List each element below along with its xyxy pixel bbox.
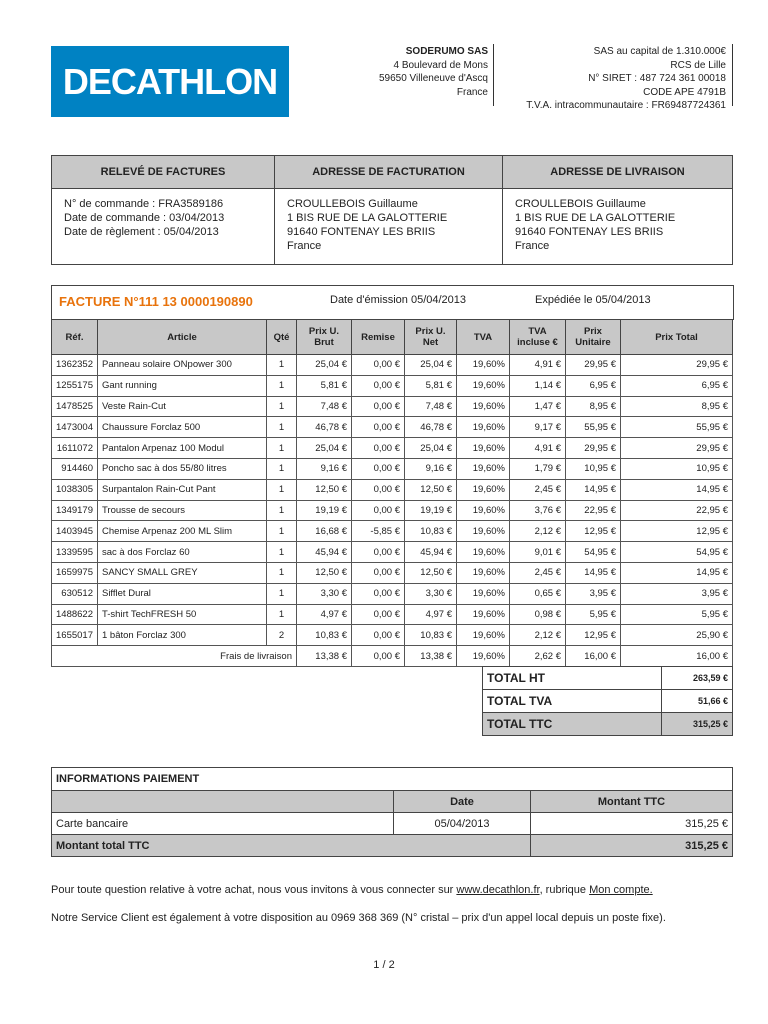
table-cell: 8,95 € xyxy=(565,396,620,417)
table-cell: 19,19 € xyxy=(296,500,351,521)
table-cell: 1403945 xyxy=(52,521,98,542)
order-date: Date de commande : 03/04/2013 xyxy=(64,212,225,224)
table-cell: 1 xyxy=(266,355,296,376)
table-cell: 1 xyxy=(266,500,296,521)
shipping-street: 1 BIS RUE DE LA GALOTTERIE xyxy=(515,212,676,224)
legal-tva: T.V.A. intracommunautaire : FR69487724361 xyxy=(526,100,726,111)
table-cell: 3,30 € xyxy=(296,583,351,604)
table-cell: Pantalon Arpenaz 100 Modul xyxy=(97,438,266,459)
table-cell: 2,12 € xyxy=(509,521,565,542)
table-cell: 9,16 € xyxy=(404,458,456,479)
table-cell: 14,95 € xyxy=(620,479,732,500)
contact-note-2: Notre Service Client est également à votre disposition au 0969 368 369 (N° cristal – prix d'un appel local depuis un poste fixe). xyxy=(51,912,666,924)
table-row xyxy=(52,625,733,646)
header-divider xyxy=(493,44,494,106)
table-cell: 2,45 € xyxy=(509,479,565,500)
table-cell: 1,14 € xyxy=(509,375,565,396)
table-cell: 1 xyxy=(266,438,296,459)
website-link[interactable]: www.decathlon.fr xyxy=(456,884,540,896)
table-cell: 19,60% xyxy=(456,646,509,667)
table-cell: 1478525 xyxy=(52,396,98,417)
table-cell: 0,00 € xyxy=(351,625,404,646)
table-cell: 45,94 € xyxy=(296,542,351,563)
table-cell: 2 xyxy=(266,625,296,646)
table-cell: 1038305 xyxy=(52,479,98,500)
table-row xyxy=(52,417,733,438)
table-cell: 22,95 € xyxy=(620,500,732,521)
table-cell: 9,17 € xyxy=(509,417,565,438)
col-discount: Remise xyxy=(351,320,404,355)
table-cell: 1 xyxy=(266,375,296,396)
table-row xyxy=(52,604,733,625)
table-cell: 5,81 € xyxy=(296,375,351,396)
table-cell: 0,00 € xyxy=(351,583,404,604)
table-cell: 12,50 € xyxy=(296,562,351,583)
col-header-statement: RELEVÉ DE FACTURES xyxy=(52,156,275,189)
table-cell: 0,00 € xyxy=(351,604,404,625)
table-cell: Sifflet Dural xyxy=(97,583,266,604)
table-cell: 6,95 € xyxy=(620,375,732,396)
col-net-price: Prix U. Net xyxy=(404,320,456,355)
totals-table xyxy=(482,666,733,736)
table-cell: 0,00 € xyxy=(351,438,404,459)
table-cell: 12,50 € xyxy=(296,479,351,500)
table-cell: 1,79 € xyxy=(509,458,565,479)
payment-date: Date de règlement : 05/04/2013 xyxy=(64,226,219,238)
total-tva-row xyxy=(483,690,733,713)
billing-name: CROULLEBOIS Guillaume xyxy=(287,198,418,210)
table-cell: 25,04 € xyxy=(296,355,351,376)
table-cell: 10,83 € xyxy=(404,625,456,646)
table-cell: 1 xyxy=(266,521,296,542)
table-cell: 16,00 € xyxy=(565,646,620,667)
billing-street: 1 BIS RUE DE LA GALOTTERIE xyxy=(287,212,448,224)
payment-title: INFORMATIONS PAIEMENT xyxy=(52,768,733,791)
table-cell: 12,95 € xyxy=(565,521,620,542)
table-cell: 2,62 € xyxy=(509,646,565,667)
table-row xyxy=(52,583,733,604)
table-cell: Chemise Arpenaz 200 ML Slim xyxy=(97,521,266,542)
note1-text-b: , rubrique xyxy=(539,884,590,896)
col-unit-price: Prix Unitaire xyxy=(565,320,620,355)
table-cell: 19,60% xyxy=(456,438,509,459)
payment-total-label: Montant total TTC xyxy=(52,835,531,857)
table-row xyxy=(52,479,733,500)
table-cell: 13,38 € xyxy=(296,646,351,667)
table-cell: 0,00 € xyxy=(351,542,404,563)
table-cell: 0,00 € xyxy=(351,396,404,417)
table-cell: 54,95 € xyxy=(620,542,732,563)
table-cell: 1611072 xyxy=(52,438,98,459)
company-legal xyxy=(500,45,726,113)
table-cell: 1659975 xyxy=(52,562,98,583)
table-cell: 4,97 € xyxy=(296,604,351,625)
table-row xyxy=(52,521,733,542)
table-cell: 1 bâton Forclaz 300 xyxy=(97,625,266,646)
table-cell: 19,60% xyxy=(456,500,509,521)
table-cell: Veste Rain-Cut xyxy=(97,396,266,417)
table-cell: 19,60% xyxy=(456,417,509,438)
table-cell: 45,94 € xyxy=(404,542,456,563)
table-cell: 914460 xyxy=(52,458,98,479)
shipping-city: 91640 FONTENAY LES BRIIS xyxy=(515,226,664,238)
table-cell: 12,50 € xyxy=(404,562,456,583)
table-cell: 25,04 € xyxy=(404,438,456,459)
table-cell: 1 xyxy=(266,604,296,625)
header-divider-right xyxy=(732,44,733,106)
table-cell: 3,76 € xyxy=(509,500,565,521)
table-cell: SANCY SMALL GREY xyxy=(97,562,266,583)
legal-capital: SAS au capital de 1.310.000€ xyxy=(593,46,726,57)
table-cell: 0,00 € xyxy=(351,562,404,583)
shipping-country: France xyxy=(515,240,550,252)
table-cell: Panneau solaire ONpower 300 xyxy=(97,355,266,376)
company-city: 59650 Villeneuve d'Ascq xyxy=(378,73,488,84)
table-row xyxy=(52,542,733,563)
total-ttc-label: TOTAL TTC xyxy=(483,713,662,736)
invoice-issue-date: Date d'émission 05/04/2013 xyxy=(330,294,467,306)
table-cell: 19,60% xyxy=(456,521,509,542)
payment-total-value: 315,25 € xyxy=(531,835,733,857)
company-country: France xyxy=(456,86,488,98)
table-cell: 12,50 € xyxy=(404,479,456,500)
table-cell: Trousse de secours xyxy=(97,500,266,521)
billing-address xyxy=(275,189,503,265)
table-cell: 2,12 € xyxy=(509,625,565,646)
payment-table xyxy=(51,767,733,857)
table-cell: 6,95 € xyxy=(565,375,620,396)
col-gross-price: Prix U. Brut xyxy=(296,320,351,355)
billing-city: 91640 FONTENAY LES BRIIS xyxy=(287,226,436,238)
table-cell: 54,95 € xyxy=(565,542,620,563)
legal-siret: N° SIRET : 487 724 361 00018 xyxy=(588,73,726,84)
table-cell: 1 xyxy=(266,417,296,438)
table-cell: 0,00 € xyxy=(351,355,404,376)
table-row xyxy=(52,375,733,396)
table-cell: 0,65 € xyxy=(509,583,565,604)
table-cell: 13,38 € xyxy=(404,646,456,667)
table-row xyxy=(52,458,733,479)
payment-col-blank xyxy=(52,791,394,813)
table-cell: 19,60% xyxy=(456,583,509,604)
company-street: 4 Boulevard de Mons xyxy=(393,59,488,71)
table-cell: Chaussure Forclaz 500 xyxy=(97,417,266,438)
account-link[interactable]: Mon compte. xyxy=(589,884,653,896)
col-header-billing: ADRESSE DE FACTURATION xyxy=(275,156,503,189)
table-cell: 19,60% xyxy=(456,355,509,376)
table-cell: 0,00 € xyxy=(351,646,404,667)
table-cell: 22,95 € xyxy=(565,500,620,521)
table-cell: 1 xyxy=(266,542,296,563)
table-cell: 1339595 xyxy=(52,542,98,563)
table-cell: 55,95 € xyxy=(620,417,732,438)
legal-ape: CODE APE 4791B xyxy=(643,86,726,98)
total-ht-label: TOTAL HT xyxy=(483,667,662,690)
payment-method: Carte bancaire xyxy=(52,813,394,835)
payment-col-amount: Montant TTC xyxy=(531,791,733,813)
col-total-price: Prix Total xyxy=(620,320,732,355)
table-cell: 4,91 € xyxy=(509,355,565,376)
table-cell: 0,98 € xyxy=(509,604,565,625)
table-cell: 10,83 € xyxy=(296,625,351,646)
table-cell: Surpantalon Rain-Cut Pant xyxy=(97,479,266,500)
legal-rcs: RCS de Lille xyxy=(670,59,726,71)
table-cell: Gant running xyxy=(97,375,266,396)
col-qty: Qté xyxy=(266,320,296,355)
table-cell: 1255175 xyxy=(52,375,98,396)
table-cell: 25,04 € xyxy=(404,355,456,376)
table-cell: 19,60% xyxy=(456,542,509,563)
total-ht-row xyxy=(483,667,733,690)
table-cell: 5,81 € xyxy=(404,375,456,396)
table-cell: 29,95 € xyxy=(620,355,732,376)
company-name: SODERUMO SAS xyxy=(405,46,488,57)
table-cell: 14,95 € xyxy=(565,562,620,583)
table-cell: 14,95 € xyxy=(620,562,732,583)
table-cell: T-shirt TechFRESH 50 xyxy=(97,604,266,625)
table-cell: 7,48 € xyxy=(296,396,351,417)
table-cell: 0,00 € xyxy=(351,375,404,396)
total-ttc-row xyxy=(483,713,733,736)
contact-note-1 xyxy=(51,884,653,896)
table-row xyxy=(52,355,733,376)
order-number: N° de commande : FRA3589186 xyxy=(64,198,224,210)
table-cell: 10,83 € xyxy=(404,521,456,542)
table-cell: 5,95 € xyxy=(620,604,732,625)
items-body xyxy=(52,355,733,667)
table-cell: 19,60% xyxy=(456,375,509,396)
table-cell: 630512 xyxy=(52,583,98,604)
table-cell: 0,00 € xyxy=(351,479,404,500)
total-ttc-value: 315,25 € xyxy=(662,713,733,736)
table-cell: 46,78 € xyxy=(296,417,351,438)
invoice-title: FACTURE N°111 13 0000190890 xyxy=(59,294,253,309)
table-cell: 1349179 xyxy=(52,500,98,521)
table-cell: 0,00 € xyxy=(351,458,404,479)
decathlon-logo: DECATHLON xyxy=(51,46,289,117)
col-ref: Réf. xyxy=(52,320,98,355)
table-cell: 1362352 xyxy=(52,355,98,376)
table-cell: 46,78 € xyxy=(404,417,456,438)
table-cell: 1 xyxy=(266,583,296,604)
payment-amount-value: 315,25 € xyxy=(531,813,733,835)
table-cell: 19,60% xyxy=(456,604,509,625)
col-article: Article xyxy=(97,320,266,355)
table-cell: 2,45 € xyxy=(509,562,565,583)
table-cell: 12,95 € xyxy=(565,625,620,646)
table-cell: 1655017 xyxy=(52,625,98,646)
table-cell: 14,95 € xyxy=(565,479,620,500)
table-cell: 25,04 € xyxy=(296,438,351,459)
table-cell: 3,30 € xyxy=(404,583,456,604)
table-cell: 16,68 € xyxy=(296,521,351,542)
items-header-row xyxy=(52,320,733,355)
table-cell: 0,00 € xyxy=(351,417,404,438)
table-cell: 9,01 € xyxy=(509,542,565,563)
shipping-name: CROULLEBOIS Guillaume xyxy=(515,198,646,210)
company-address xyxy=(340,45,488,99)
table-cell: 8,95 € xyxy=(620,396,732,417)
table-row xyxy=(52,396,733,417)
note1-text-a: Pour toute question relative à votre achat, nous vous invitons à vous connecter sur xyxy=(51,884,457,896)
table-cell: 0,00 € xyxy=(351,500,404,521)
col-vat: TVA xyxy=(456,320,509,355)
table-row xyxy=(52,500,733,521)
table-cell: 29,95 € xyxy=(620,438,732,459)
table-cell: 19,60% xyxy=(456,562,509,583)
address-table xyxy=(51,155,733,265)
table-cell: 29,95 € xyxy=(565,438,620,459)
table-cell: 3,95 € xyxy=(620,583,732,604)
table-cell: 5,95 € xyxy=(565,604,620,625)
shipping-address xyxy=(503,189,733,265)
total-ht-value: 263,59 € xyxy=(662,667,733,690)
table-cell: 1,47 € xyxy=(509,396,565,417)
payment-date-value: 05/04/2013 xyxy=(394,813,531,835)
table-cell: 19,19 € xyxy=(404,500,456,521)
table-cell: 3,95 € xyxy=(565,583,620,604)
billing-country: France xyxy=(287,240,322,252)
table-cell: 7,48 € xyxy=(404,396,456,417)
table-cell: 55,95 € xyxy=(565,417,620,438)
table-cell: 16,00 € xyxy=(620,646,732,667)
table-cell: -5,85 € xyxy=(351,521,404,542)
shipping-fee-label: Frais de livraison xyxy=(52,646,297,667)
invoice-shipped-date: Expédiée le 05/04/2013 xyxy=(535,294,651,306)
table-cell: 10,95 € xyxy=(565,458,620,479)
table-cell: 4,91 € xyxy=(509,438,565,459)
table-cell: 1473004 xyxy=(52,417,98,438)
table-cell: 19,60% xyxy=(456,625,509,646)
table-cell: 19,60% xyxy=(456,479,509,500)
table-cell: 19,60% xyxy=(456,458,509,479)
table-row xyxy=(52,562,733,583)
total-tva-value: 51,66 € xyxy=(662,690,733,713)
items-table xyxy=(51,319,733,667)
table-cell: 1 xyxy=(266,479,296,500)
table-cell: 12,95 € xyxy=(620,521,732,542)
col-vat-included: TVA incluse € xyxy=(509,320,565,355)
table-cell: 1 xyxy=(266,396,296,417)
order-info xyxy=(52,189,275,265)
table-cell: 25,90 € xyxy=(620,625,732,646)
table-cell: 1 xyxy=(266,562,296,583)
table-cell: 1488622 xyxy=(52,604,98,625)
table-cell: 29,95 € xyxy=(565,355,620,376)
table-cell: 4,97 € xyxy=(404,604,456,625)
table-cell: Poncho sac à dos 55/80 litres xyxy=(97,458,266,479)
payment-col-date: Date xyxy=(394,791,531,813)
page-number: 1 / 2 xyxy=(373,959,395,971)
table-cell: sac à dos Forclaz 60 xyxy=(97,542,266,563)
total-tva-label: TOTAL TVA xyxy=(483,690,662,713)
table-cell: 19,60% xyxy=(456,396,509,417)
table-cell: 1 xyxy=(266,458,296,479)
table-cell: 9,16 € xyxy=(296,458,351,479)
table-cell: 10,95 € xyxy=(620,458,732,479)
table-row xyxy=(52,438,733,459)
shipping-fee-row xyxy=(52,646,733,667)
col-header-shipping: ADRESSE DE LIVRAISON xyxy=(503,156,733,189)
